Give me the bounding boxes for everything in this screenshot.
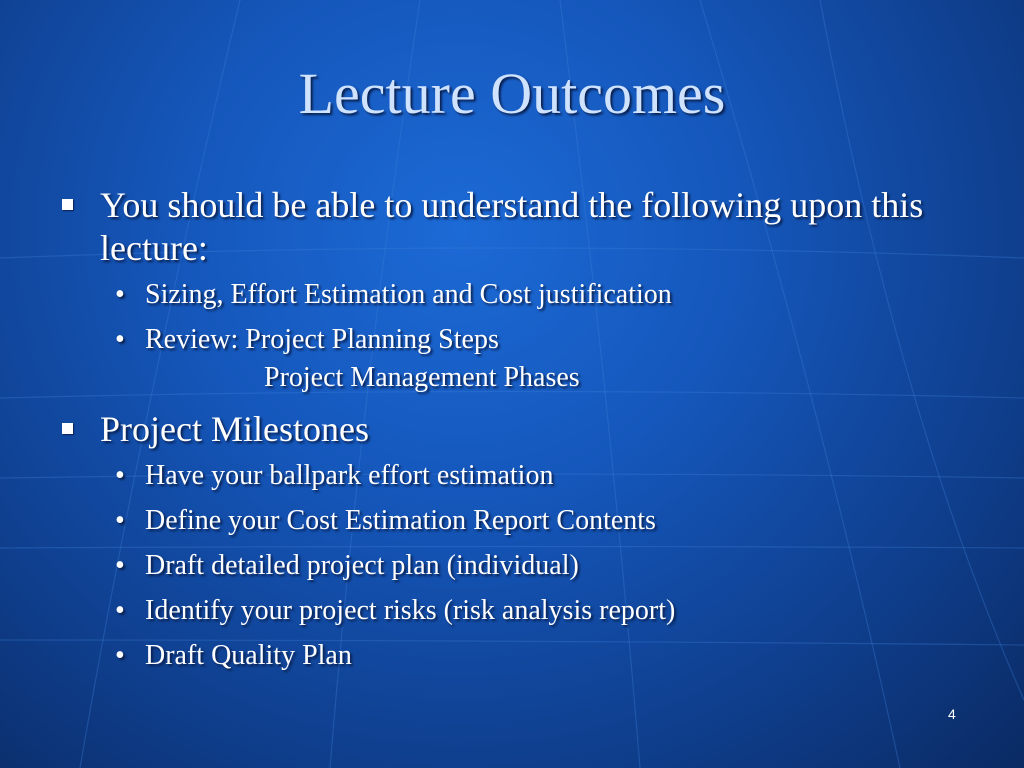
square-bullet-icon: [62, 199, 73, 210]
bullet-text: You should be able to understand the following upon this lecture:: [100, 185, 924, 268]
sub-bullet-review: [60, 321, 990, 397]
dot-bullet-icon: •: [115, 640, 125, 671]
sub-bullet-sizing: [60, 276, 990, 314]
sub-bullet-text: Draft Quality Plan: [145, 640, 352, 671]
sub-bullet-risks: [60, 592, 990, 630]
sub-bullet-text: Draft detailed project plan (individual): [145, 550, 579, 581]
dot-bullet-icon: •: [115, 324, 125, 355]
page-number: 4: [948, 706, 956, 722]
sub-bullet-text: Have your ballpark effort estimation: [145, 460, 554, 491]
dot-bullet-icon: •: [115, 595, 125, 626]
bullet-text: Project Milestones: [100, 409, 369, 449]
sub-bullet-project-plan: [60, 547, 990, 585]
dot-bullet-icon: •: [115, 505, 125, 536]
sub-bullet-text: Identify your project risks (risk analysis report): [145, 595, 676, 626]
slide-content: [60, 184, 990, 682]
dot-bullet-icon: •: [115, 460, 125, 491]
sub-bullet-ballpark: [60, 457, 990, 495]
dot-bullet-icon: •: [115, 550, 125, 581]
slide-title: Lecture Outcomes: [298, 61, 726, 126]
sub-bullet-quality-plan: [60, 637, 990, 675]
sub-bullet-cost-report: [60, 502, 990, 540]
sub-bullet-continuation: Project Management Phases: [264, 362, 580, 393]
bullet-milestones: [60, 408, 990, 451]
sub-bullet-text: Define your Cost Estimation Report Contents: [145, 505, 656, 536]
square-bullet-icon: [62, 423, 73, 434]
sub-bullet-text: Review: Project Planning Steps: [145, 324, 499, 355]
dot-bullet-icon: •: [115, 279, 125, 310]
sub-bullet-text: Sizing, Effort Estimation and Cost justification: [145, 279, 672, 310]
bullet-understand: [60, 184, 990, 270]
